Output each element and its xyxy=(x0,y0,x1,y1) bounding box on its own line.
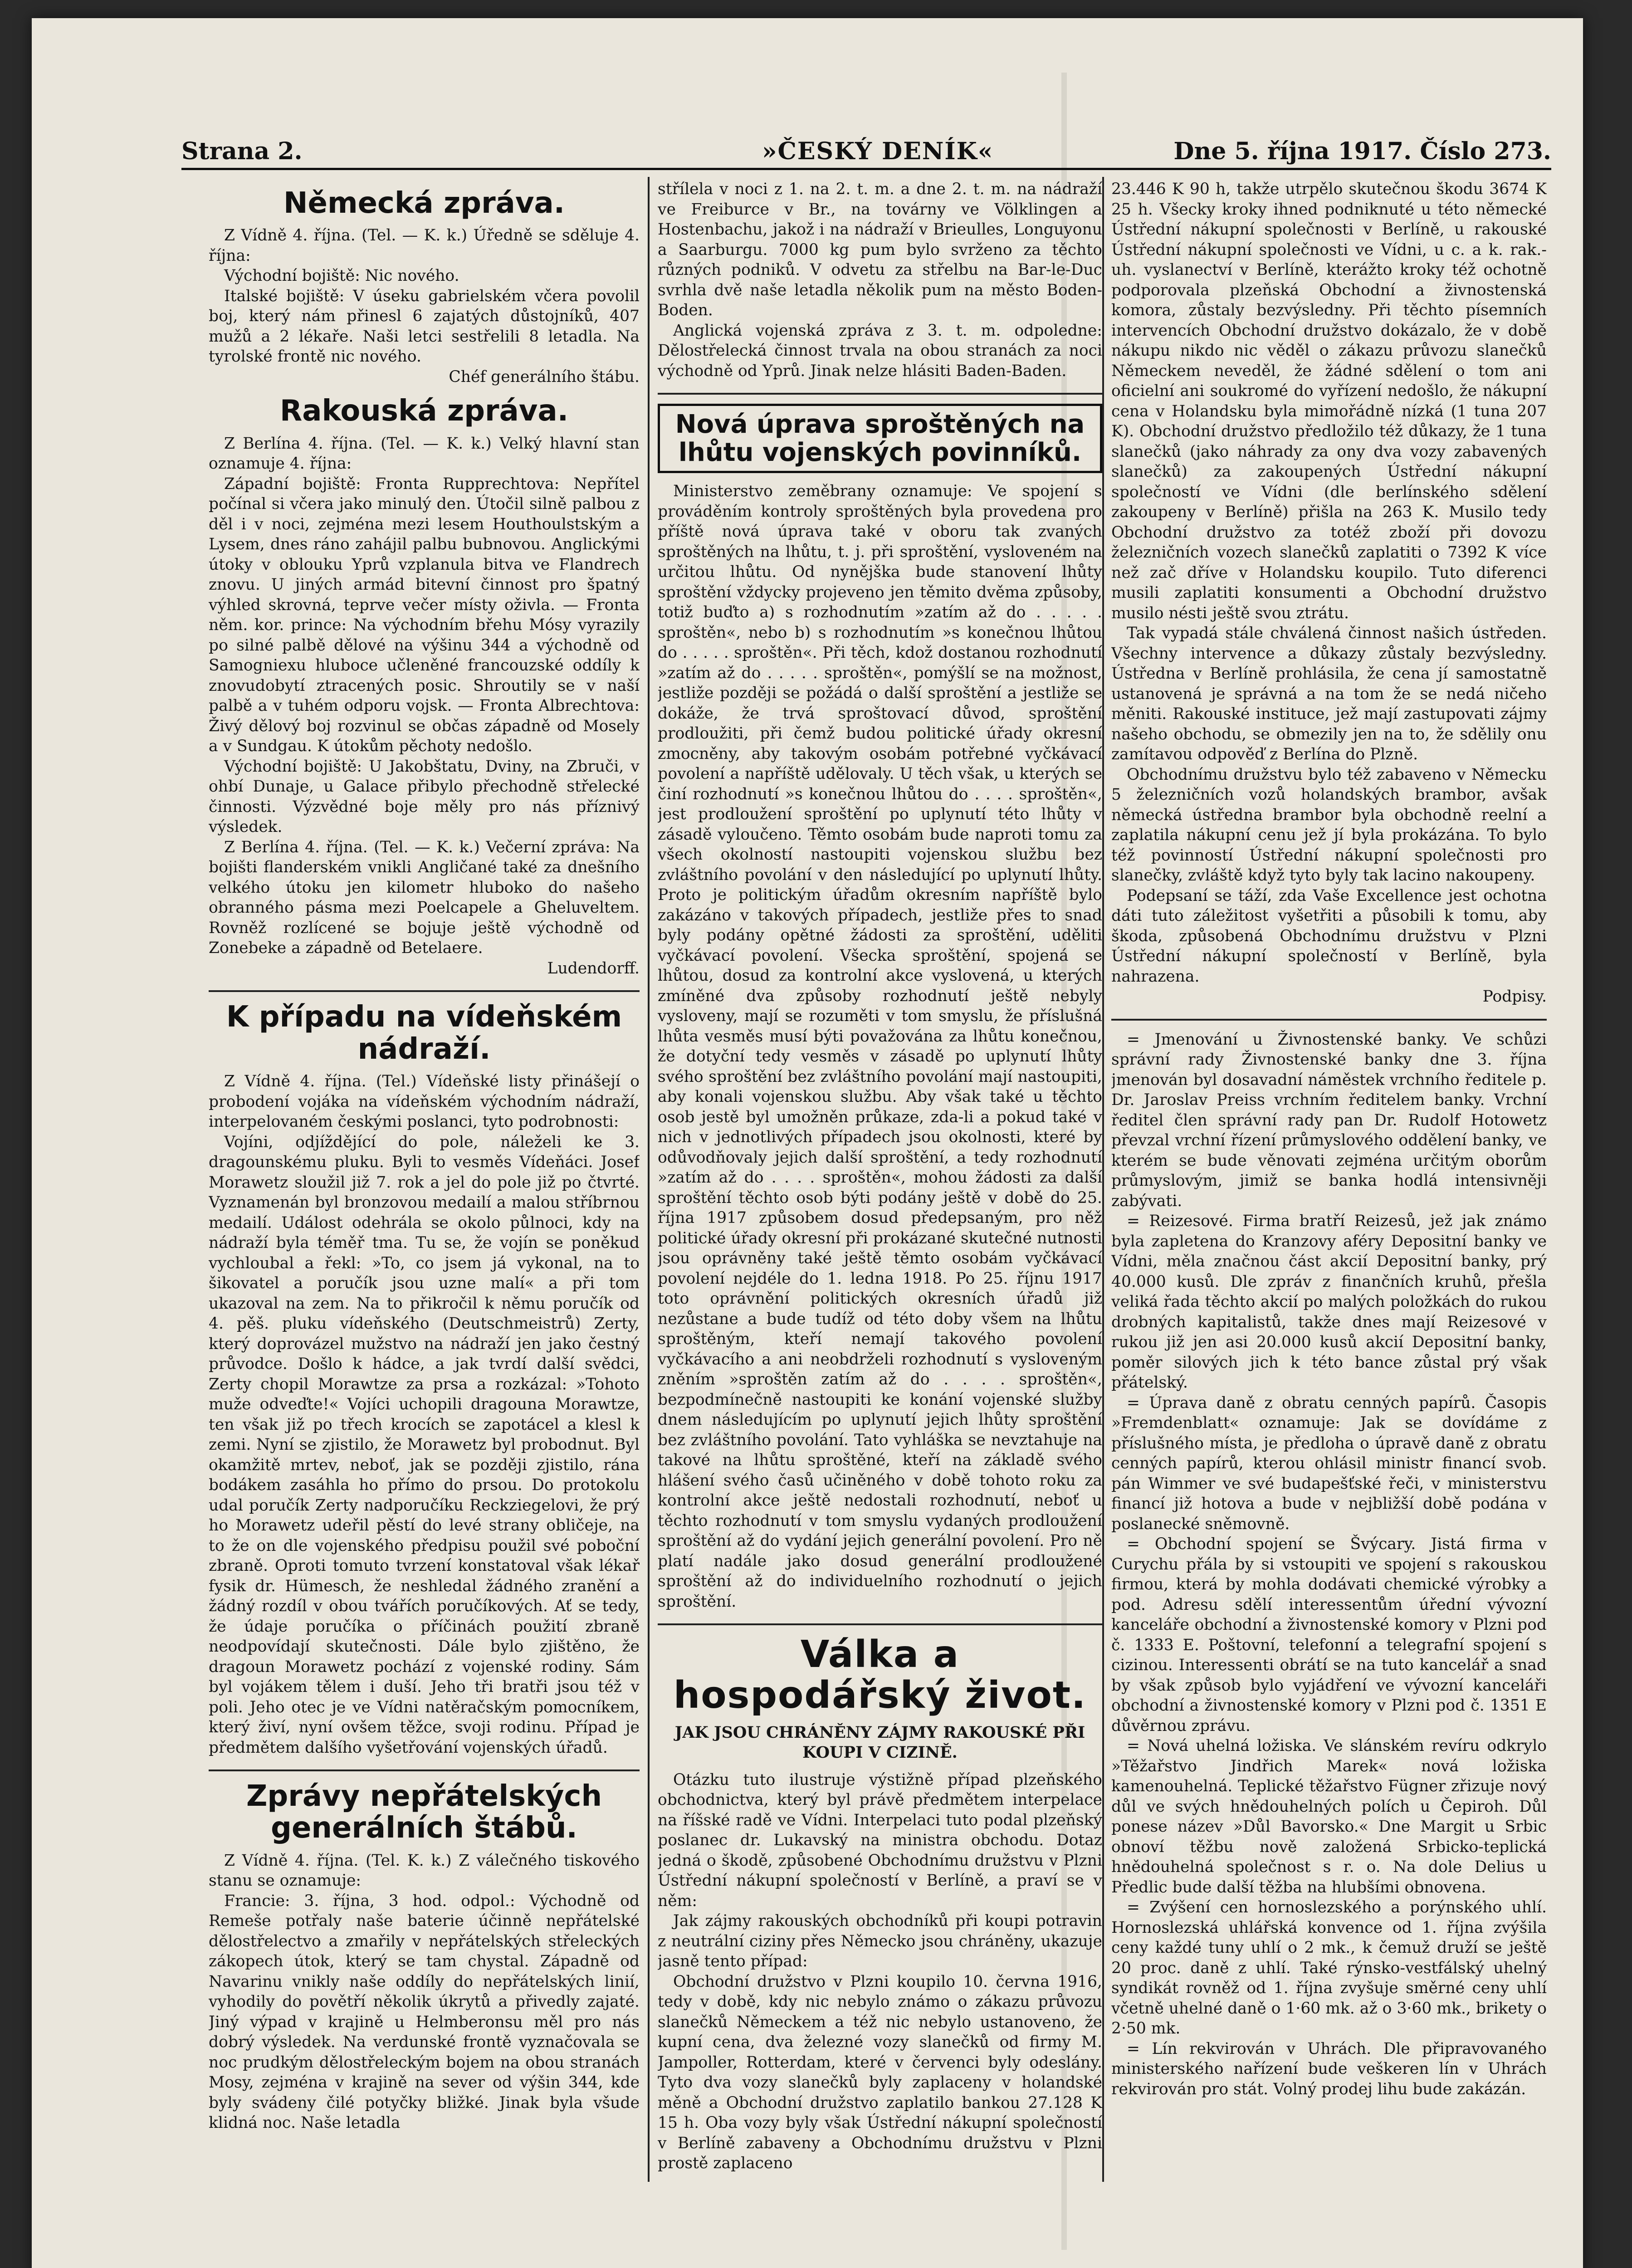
section-rule xyxy=(658,393,1102,395)
column-2 xyxy=(658,179,1102,2189)
section-rule xyxy=(209,990,640,992)
paragraph: Italské bojiště: V úseku gabrielském včera povolil boj, který nám přinesl 6 zajatých důstojníků, 407 mužů a 2 lékaře. Naši letci sestřelili 8 letadla. Na tyrolské frontě nic nového. xyxy=(209,287,640,366)
paragraph: Obchodní družstvo v Plzni koupilo 10. června 1916, tedy v době, kdy nic nebylo známo o zákazu průvozu slanečků Německem a též nic nebylo ustanoveno, že kupní cena, dva železné vozy slanečků od firmy M. Jampoller, Rotterdam, které v červenci byly odeslány. Tyto dva vozy slanečků byly zaplaceny v holandské měně a Obchodní družstvo zaplatilo bankou 27.128 K 15 h. Oba vozy byly však Ústřední nákupní společností v Berlíně zabaveny a Obchodnímu družstvu v Plzni prostě zaplaceno xyxy=(658,1972,1102,2173)
article-heading: Nová úprava sproštěných na lhůtu vojenských povinníků. xyxy=(675,410,1085,467)
news-item: = Úprava daně z obratu cenných papírů. Časopis »Fremdenblatt« oznamuje: Jak se dovídáme z příslušného místa, je předloha o úpravě daně z obratu cenných papírů, kterou ohlásil ministr financí svob. pán Wimmer ve své budapešťské řeči, v ministerstvu financí již hotova a bude v nejbližší době podána v poslanecké sněmovně. xyxy=(1111,1393,1547,1533)
signature: Chéf generálního štábu. xyxy=(449,367,640,386)
paragraph: Z Vídně 4. října. (Tel.) Vídeňské listy přinášejí o probodení vojáka na vídeňském východním nádraží, interpelovaném českými poslanci, tyto podrobnosti: xyxy=(209,1072,640,1131)
issue-date: Dne 5. října 1917. Číslo 273. xyxy=(1173,137,1551,165)
paragraph: 23.446 K 90 h, takže utrpělo skutečnou škodu 3674 K 25 h. Všecky kroky ihned podniknuté u této německé Ústřední nákupní společnosti v Berlíně, u rakouské Ústřední nákupní společnosti ve Vídni, u c. a k. rak.-uh. vyslanectví v Berlíně, kterážto kroky též ochotně podporovala plzeňská Obchodní a živnostenská komora, zůstaly bezvýsledny. Při těchto písemních intervencích Obchodní družstvo dokázalo, že v době nákupu nikdo nic věděl o zákazu průvozu slanečků Německem neveděl, že žádné sdělení o tom ani oficielní ani soukromé do vyřízení nedošlo, že nákupní cena v Holandsku byla mimořádně nízká (1 tuna 207 K). Obchodní družstvo předložilo též důkazy, že 1 tuna slanečků (jako náhrady za ony dva vozy zabavených slanečků) za zakoupených Ústřední nákupní společností ve Vídni (dle berlínského sdělení zakoupeny v Berlíně) přišla na 263 K. Musilo tedy Obchodní družstvo za totéž zboží při dovozu železničních vozech slanečků zaplatiti o 7392 K více než zač dříve v Holandsku koupilo. Tuto diferenci musili zaplatiti konsumenti a Obchodní družstvo musilo nésti ještě svou ztrátu. xyxy=(1111,180,1547,622)
paragraph: Vojíni, odjíždějící do pole, náleželi ke 3. dragounskému pluku. Byli to vesměs Vídeňáci. Josef Morawetz sloužil již 7. rok a jel do pole již po čtvrté. Vyznamenán byl bronzovou medailí a malou stříbrnou medailí. Událost odehrála se okolo půlnoci, kdy na nádraží byla téměř tma. Tu se, že vojín se poněkud vychloubal a řekl: »To, co jsem já vykonal, na to šikovatel a poručík jsou uzne malí« a při tom ukazoval na zem. Na to přikročil k němu poručík od 4. pěš. pluku vídeňského (Deutschmeistrů) Zerty, který doprovázel mužstvo na nádraží jen jako čestný průvodce. Došlo k hádce, a jak tvrdí další svědci, Zerty chopil Morawtze za prsa a rozkázal: »Tohoto muže odveďte!« Vojíci uchopili dragouna Morawtze, ten však již po třech krocích se zapotácel a klesl k zemi. Nyní se zjistilo, že Morawetz byl probodnut. Byl okamžitě mrtev, neboť, jak se později zjistilo, rána bodákem zasáhla ho přímo do prsou. Do protokolu udal poručík Zerty nadporučíku Reckziegelovi, že prý ho Morawetz udeřil pěstí do levé strany obličeje, na to že on dle vojenského předpisu použil své poboční zbraně. Oproti tomuto tvrzení konstatoval však lékař fysik dr. Hümesch, že neshledal žádného zranění a žádný rozdíl v obou tvářích poručíkových. Ať se tedy, že údaje poručíka o příčinách použití zbraně neodpovídají skutečnosti. Dále bylo zjištěno, že dragoun Morawetz pochází z vojenské rodiny. Sám byl vojákem tělem i duší. Jeho tři bratři jsou též v poli. Jeho otec je ve Vídni natěračským pomocníkem, který živí, nyní ovšem těžce, svoji rodinu. Případ je předmětem dalšího vyšetřování vojenských úřadů. xyxy=(209,1133,640,1757)
paragraph: Tak vypadá stále chválená činnost našich ústředen. Všechny intervence a důkazy zůstaly bezvýsledny. Ústředna v Berlíně prohlásila, že cena jí samostatně ustanovená je správná a na tom že se nedá ničeho měniti. Rakouské instituce, jež mají zastupovati zájmy našeho obchodu, se obmezily jen na to, že sdělily onu zamítavou odpověď z Berlína do Plzně. xyxy=(1111,624,1547,763)
article-heading: Zprávy nepřátelských generálních štábů. xyxy=(246,1779,602,1845)
news-item: = Obchodní spojení se Švýcary. Jistá firma v Curychu přála by si vstoupiti ve spojení s rakouskou firmou, která by mohla dodávati chemické výrobky a pod. Adresu sdělí interessentům úřední vývozní kanceláře obchodní a živnostenské komory v Plzni pod č. 1333 E. Poštovní, telefonní a telegrafní spojení s cizinou. Interessenti obrátí se na tuto kancelář a snad by však způsob bylo vyjádření ve vývozní kanceláři obchodní a živnostenské komory v Plzni pod č. 1351 E důvěrnou zprávu. xyxy=(1111,1535,1547,1735)
article-heading: K případu na vídeňském nádraží. xyxy=(226,1000,622,1066)
article-subheading: JAK JSOU CHRÁNĚNY ZÁJMY RAKOUSKÉ PŘI KOUPI V CIZINĚ. xyxy=(674,1723,1085,1762)
paragraph: Francie: 3. října, 3 hod. odpol.: Východně od Remeše potřaly naše baterie účinně nepřátelské dělostřelectvo a zmařily v nepřátelských střeleckých zákopech útok, který se tam chystal. Západně od Navarinu vnikly naše oddíly do nepřátelských linií, vyhodily do povětří několik úkrytů a přivedly zajaté. Jiný výpad v krajině u Helmberonsu měl pro nás dobrý výsledek. Na verdunské frontě vyznačovala se noc prudkým dělostřeleckým bojem na obou stranách Mosy, zejména v krajině na sever od výšin 344, kde byly svádeny čilé potyčky bližké. Jinak byla všude klidná noc. Naše letadla xyxy=(209,1892,640,2132)
page-header xyxy=(181,132,1551,170)
column-1 xyxy=(209,179,640,2189)
article-heading: Rakouská zpráva. xyxy=(280,394,568,428)
news-item: = Zvýšení cen hornoslezského a porýnského uhlí. Hornoslezská uhlářská konvence od 1. října zvýšila ceny každé tuny uhlí o 2 mk., k čemuž druží se ještě 20 proc. daně z uhlí. Také rýnsko-vestfálský uhelný syndikát rovněž od 1. října zvyšuje směrné ceny uhlí včetně uhelné daně o 1·60 mk. až o 3·60 mk., brikety o 2·50 mk. xyxy=(1111,1898,1547,2038)
paragraph: Z Berlína 4. října. (Tel. — K. k.) Večerní zpráva: Na bojišti flanderském vnikli Angličané také za dnešního velkého útoku jen kilometr hluboko do našeho obranného pásma mezi Poelcapele a Gheluveltem. Rovněž rozlícené se bojuje ještě východně od Zonebeke a západně od Betelaere. xyxy=(209,838,640,958)
news-item: = Reizesové. Firma bratří Reizesů, jež jak známo byla zapletena do Kranzovy aféry Depositní banky ve Vídni, měla značnou část akcií Depositní banky, prý 40.000 kusů. Dle zpráv z finančních kruhů, přešla veliká řada těchto akcií po malých položkách do rukou drobných kapitalistů, takže dnes mají Reizesové v rukou již jen asi 20.000 kusů akcií Depositní banky, poměr silových jich k této bance zůstal prý však přátelský. xyxy=(1111,1212,1547,1392)
paragraph: Východní bojiště: Nic nového. xyxy=(224,267,459,285)
paragraph: Ministerstvo zeměbrany oznamuje: Ve spojení s prováděním kontroly sproštěných byla provedena pro příště nová úprava také v oboru tak zvaných sproštěných na lhůtu, t. j. při sproštění, vysloveném na určitou lhůtu. Od nynějška bude stanovení lhůty sproštění vždycky projeveno jen těmito dvěma způsoby, totiž buďto a) s rozhodnutím »zatím až do . . . . . sproštěn«, nebo b) s rozhodnutím »s konečnou lhůtou do . . . . . sproštěn«. Při těch, kdož dostanou rozhodnutí »zatím až do . . . . . sproštěn«, pomýšlí se na možnost, jestliže později se požádá o další sproštění a jestliže se dokáže, že trvá sproštovací důvod, sproštění prodloužiti, při čemž budou politické úřady okresní zmocněny, aby takovým osobám potřebné vyčkávací povolení a napříště udělovaly. U těch však, u kterých se činí rozhodnutí »s konečnou lhůtou do . . . . sproštěn«, jest prodloužení sproštění po uplynutí této lhůty v zásadě vyloučeno. Těmto osobám bude naproti tomu za všech okolností nastoupiti vojenskou službu bez zvláštního povolání v den následující po uplynutí lhůty. Proto je politickým úřadům okresním napříště bylo zakázáno v takových případech, jestliže přes to snad byly podány opětné žádosti za sproštění, uděliti vyčkávací povolení. Všecka sproštění, spojená se lhůtou, dosud za kontrolní akce vyslovená, u kterých zmíněné dva způsoby rozhodnutí ještě nebyly vysloveny, mají se rozuměti v tom smyslu, že příslušná lhůta vesměs musí býti považována za lhůtu konečnou, že dotyční tedy vesměs v zásadě po uplynutí lhůty svého sproštění bez zvláštního povolání mají nastoupiti, aby konali vojenskou službu. Aby však také u těchto osob jestě byl umožněn průkaze, zda-li a pokud také v nich v jednotlivých případech jsou okolnosti, které by odůvodňovaly jejich další sproštění, a tedy rozhodnutí »zatím až do . . . . sproštěn«, mohou žádosti za další sproštění těchto osob býti podány ještě v době do 25. října 1917 způsobem dosud předepsaným, pro něž politické úřady okresní při prokázané skutečné nutnosti jsou oprávněny také ještě těmto osobám vyčkávací povolení nejdéle do 1. ledna 1918. Po 25. říjnu 1917 toto oprávnění politických okresních úřadů již nezůstane a bude tudíž od této doby všem na lhůtu sproštěným, kteří nemají takového povolení vyčkávacího a ani neobdrželi rozhodnutí s vysloveným zněním »sproštěn zatím až do . . . . sproštěn«, bezpodmínečně nastoupiti ke konání vojenské služby dnem následujícím po uplynutí jejich lhůty sproštění bez zvláštního povolání. Tato vyhláška se nevztahuje na takové na lhůtu sproštěné, kteří na základě svého hlášení svého časů učiněného v době tohoto roku za kontrolní akce ještě nedostali rozhodnutí, neboť u těchto rozhodnutí v tom smyslu vydaných prodloužení sproštění až do vydání jejich generální povolení. Pro ně platí nadále jako dosud generální prodloužené sproštění až do individuelního rozhodnutí o jejich sproštění. xyxy=(658,482,1102,1611)
section-rule xyxy=(1111,1019,1547,1021)
news-item: = Nová uhelná ložiska. Ve slánském revíru odkrylo »Těžařstvo Jindřich Marek« nová ložiska kamenouhelná. Teplické těžařstvo Fügner zřizuje nový důl ve svých hnědouhelných polích u Čepiroh. Důl ponese název »Důl Bavorsko.« Dne Margit u Srbic obnoví těžbu nově založená Srbicko-teplická hnědouhelná společnost s r. o. Na dole Delius u Předlic bude další těžba na hlubšími obnovena. xyxy=(1111,1737,1547,1897)
paragraph: střílela v noci z 1. na 2. t. m. a dne 2. t. m. na nádraží ve Freiburce v Br., na továrny ve Völklingen a Hostenbachu, jakož i na nádraží v Brieulles, Longuyonu a Saarburgu. 7000 kg pum bylo svrženo za těchto různých podniků. V odvetu za střelbu na Bar-le-Duc svrhla dvě naše letadla několik pum na město Boden-Boden. xyxy=(658,180,1102,319)
paragraph: Jak zájmy rakouských obchodníků při koupi potravin z neutrální ciziny přes Německo jsou chráněny, ukazuje jasně tento případ: xyxy=(658,1912,1102,1971)
article-heading: Německá zpráva. xyxy=(283,186,565,220)
column-3 xyxy=(1111,179,1547,2189)
paragraph: Podepsaní se táží, zda Vaše Excellence jest ochotna dáti tuto záležitost vyšetřiti a působili k tomu, aby škoda, způsobená Obchodnímu družstvu v Plzni Ústřední nákupní společností v Berlíně, byla nahrazena. xyxy=(1111,886,1547,986)
article-heading: Válka a hospodářský život. xyxy=(673,1633,1087,1717)
paragraph: Obchodnímu družstvu bylo též zabaveno v Německu 5 železničních vozů holandských brambor, avšak německá ústředna brambor byla obchodně reelní a zaplatila nákupní cenu jež jí byla prokázána. To bylo též povinností Ústřední nákupní společnosti pro slanečky, zvláště když tyto byly tak lacino nakoupeny. xyxy=(1111,765,1547,885)
newspaper-page xyxy=(32,18,1583,2268)
masthead-title: »ČESKÝ DENÍK« xyxy=(762,137,994,165)
signature: Podpisy. xyxy=(1482,987,1547,1006)
paragraph: Z Vídně 4. října. (Tel. — K. k.) Úředně se sděluje 4. října: xyxy=(209,226,640,265)
page-number: Strana 2. xyxy=(181,137,303,165)
paragraph: Východní bojiště: U Jakobštatu, Dviny, na Zbruči, v ohbí Dunaje, u Galace přibylo přechodně střelecké činnosti. Výzvědné boje měly pro nás příznivý výsledek. xyxy=(209,757,640,836)
paragraph: Anglická vojenská zpráva z 3. t. m. odpoledne: Dělostřelecká činnost trvala na obou stranách za noci východně od Yprů. Jinak nelze hlásiti Baden-Baden. xyxy=(658,321,1102,380)
paragraph: Z Vídně 4. října. (Tel. K. k.) Z válečného tiskového stanu se oznamuje: xyxy=(209,1851,640,1890)
column-divider xyxy=(648,177,650,2182)
signature: Ludendorff. xyxy=(547,959,640,978)
news-item: = Lín rekvirován v Uhrách. Dle připravovaného ministerského nařízení bude veškeren lín v Uhrách rekvirován pro stát. Volný prodej lihu bude zakázán. xyxy=(1111,2039,1547,2098)
paragraph: Otázku tuto ilustruje výstižně případ plzeňského obchodnictva, který byl právě předmětem interpelace na říšské radě ve Vídni. Interpelaci tuto podal plzeňský poslanec dr. Lukavský na ministra obchodu. Dotaz jedná o škodě, způsobené Obchodnímu družstvu v Plzni Ústřední nákupní společností v Berlíně, a praví se v něm: xyxy=(658,1770,1102,1910)
heading-box xyxy=(658,404,1102,473)
column-divider xyxy=(1102,177,1104,2182)
section-rule xyxy=(209,1769,640,1771)
section-rule xyxy=(658,1623,1102,1625)
paragraph: Západní bojiště: Fronta Rupprechtova: Nepřítel počínal si včera jako minulý den. Útočil silně palbou z děl i v noci, zejména mezi lesem Houthoulstským a Lysem, dnes ráno zahájil palbu bubnovou. Anglickými útoky v oblouku Yprů vzplanula bitva ve Flandrech znovu. U jiných armád bitevní činnost pro špatný výhled skrovná, teprve večer místy oživla. — Fronta něm. kor. prince: Na východním břehu Mósy vyrazily po silné palbě dělové na výšinu 344 a východně od Samogniexu hluboce učleněné francouzské oddíly k znovudobytí ztracených posic. Shroutily se v naší palbě a v tuhém odporu vojsk. — Fronta Albrechtova: Živý dělový boj rozvinul se občas západně od Mosely a v Sundgau. K útokům pěchoty nedošlo. xyxy=(209,474,640,756)
news-item: = Jmenování u Živnostenské banky. Ve schůzi správní rady Živnostenské banky dne 3. října jmenován byl dosavadní náměstek vrchního ředitele p. Dr. Jaroslav Preiss vrchním ředitelem banky. Vrchní ředitel člen správní rady pan Dr. Rudolf Hotowetz převzal vrchní řízení průmyslového oddělení banky, ve kterém se bude věnovati zejména určitým oborům průmyslovým, jimiž se banka hodlá intensivněji zabývati. xyxy=(1111,1030,1547,1210)
paragraph: Z Berlína 4. října. (Tel. — K. k.) Velký hlavní stan oznamuje 4. října: xyxy=(209,434,640,473)
